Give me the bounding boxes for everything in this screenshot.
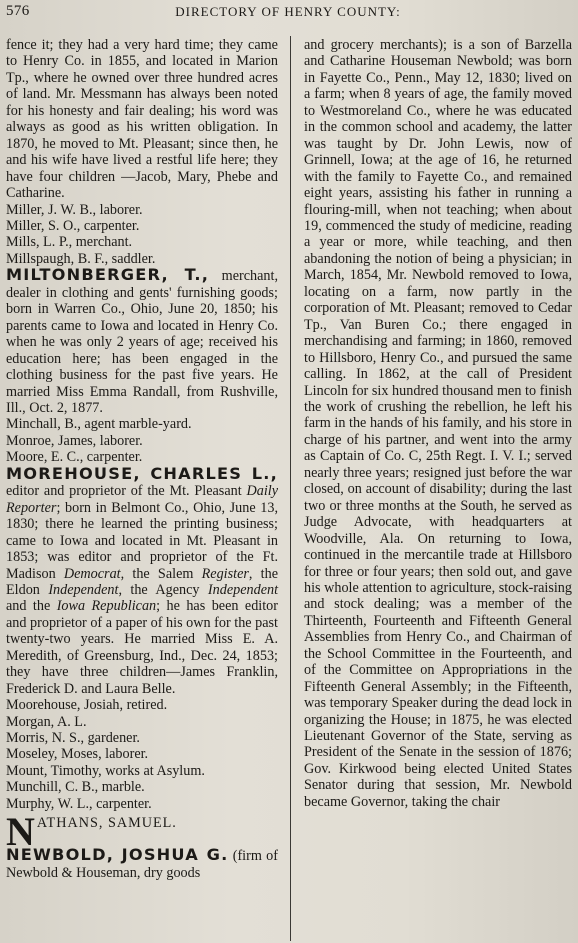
entries-group-a <box>6 202 278 268</box>
directory-entry: Morris, N. S., gardener. <box>6 730 140 747</box>
morehouse-text: , the Eldon <box>6 565 279 598</box>
directory-entry: Moorehouse, Josiah, retired. <box>6 697 168 714</box>
newspaper-title: Iowa Republican <box>56 598 157 615</box>
miltonberger-text: merchant, dealer in clothing and gents' furnishing goods; born in Warren Co., Ohio, June 20, 1850; his parents came to Iowa and located in Henry Co. when he was only 2 years of age; received his education here; has been engaged in the clothing business for the past five years. He married Miss Emma Randall, from Rushville, Ill., Oct. 2, 1877. <box>6 268 278 416</box>
newbold-bio-start <box>6 847 278 881</box>
right-column <box>304 37 572 810</box>
page-number: 576 <box>6 3 30 19</box>
directory-entry: Morgan, A. L. <box>6 713 87 730</box>
drop-cap: N <box>6 809 35 855</box>
morehouse-text: editor and proprietor of the Mt. Pleasant <box>6 483 242 500</box>
nathans-name: ATHANS, SAMUEL. <box>36 815 177 832</box>
directory-entry: Monroe, James, laborer. <box>6 432 143 449</box>
morehouse-text: , the Agency <box>118 581 200 598</box>
directory-entry: Millspaugh, B. F., saddler. <box>6 250 156 267</box>
newspaper-title: Daily Reporter <box>6 483 279 516</box>
left-column <box>6 37 278 881</box>
morehouse-text: , the Salem <box>120 565 194 582</box>
directory-entry: Miller, S. O., carpenter. <box>6 217 140 234</box>
newbold-text: (firm of Newbold & Houseman, dry goods <box>6 848 278 881</box>
newspaper-title: Independent <box>207 581 279 598</box>
directory-entry: Mount, Timothy, works at Asylum. <box>6 762 205 779</box>
page-header <box>4 2 572 22</box>
running-title: DIRECTORY OF HENRY COUNTY: <box>175 4 401 19</box>
miltonberger-name: MILTONBERGER, T., <box>6 265 210 285</box>
messmann-continuation: fence it; they had a very hard time; they came to Henry Co. in 1855, and located in Marion Tp., where he owned over three hundred acres of land. Mr. Messmann has always been noted for his honesty and fair dealing; his word was always as good as his written obligation. In 1870, he moved to Mt. Pleasant; since then, he and his wife have lived a restful life here; they have four children —Jacob, Mary, Phebe and Catharine. <box>6 37 278 202</box>
directory-entry: Minchall, B., agent marble-yard. <box>6 416 192 433</box>
directory-entry: Moore, E. C., carpenter. <box>6 449 143 466</box>
column-divider <box>290 36 291 941</box>
morehouse-text: ; born in Belmont Co., Ohio, June 13, 1830; there he learned the printing business; came to Iowa and located in Mt. Pleasant in 1853; was editor and proprietor of the Ft. Madison <box>6 499 278 582</box>
directory-entry: Mills, L. P., merchant. <box>6 234 133 251</box>
newspaper-title: Register <box>201 565 249 582</box>
morehouse-text: ; he has been editor and proprietor of a paper of his own for the past twenty-two years. He married Miss E. A. Meredith, of Greensburg, Ind., Dec. 24, 1853; they have three children—James Franklin, Frederick D. and Laura Belle. <box>6 598 279 697</box>
miltonberger-bio <box>6 267 278 416</box>
directory-entry: Munchill, C. B., marble. <box>6 779 145 796</box>
entries-group-b <box>6 416 278 465</box>
directory-entry: Miller, J. W. B., laborer. <box>6 201 143 218</box>
entries-group-c <box>6 697 278 812</box>
morehouse-bio <box>6 463 279 697</box>
morehouse-name: MOREHOUSE, CHARLES L., <box>6 463 278 483</box>
morehouse-text: and the <box>6 598 51 615</box>
directory-entry: Murphy, W. L., carpenter. <box>6 795 152 812</box>
newbold-name: NEWBOLD, JOSHUA G. <box>6 845 229 865</box>
newspaper-title: Democrat <box>63 565 121 582</box>
newspaper-title: Independent <box>48 581 119 598</box>
directory-entry: Moseley, Moses, laborer. <box>6 746 149 763</box>
newbold-bio-continued: and grocery merchants); is a son of Barzella and Catharine Houseman Newbold; was born in Fayette Co., Penn., May 12, 1830; lived on a farm; when 8 years of age, the family moved to Westmoreland Co., where he was educated in the common school and academy, the latter was taught by Dr. John Lewis, now of Grinnell, Iowa; at the age of 16, he returned with the family to Fayette Co., and remained eight years, assisting his father in running a flouring-mill, when not teaching; when about 19, commenced the study of medicine, reading a year or more, while teaching, and then abandoning the notion of being a physician; in March, 1854, Mr. Newbold removed to Iowa, locating on a farm, now partly in the corporation of Mt. Pleasant; removed to Cedar Tp., Van Buren Co.; there engaged in merchandising and farming; in 1860, removed to Hillsboro, Henry Co., and pursued the same calling. In 1862, at the call of President Lincoln for six hundred thousand men to finish the work of crushing the rebellion, he left his farm in the hands of his family, and his store in charge of his partner, and went into the army as Captain of Co. C, 25th Regt. I. V. I.; served nearly three years; resigned just before the war closed, on account of disability; during the last two or three months at the South, he served as Judge Advocate, with headquarters at Woodville, Ala. On returning to Iowa, continued in the mercantile trade at Hillsboro for three or four years; then sold out, and gave his whole attention to agriculture, stock-raising and stock dealing; was a member of the Thirteenth, Fourteenth and Fifteenth General Assemblies from Henry Co., and Chairman of the School Committee in the Fourteenth, and of the Committee on Appropriations in the Fifteenth General Assembly; in the Fifteenth, was temporary Speaker during the dead lock in organizing the House; in 1875, he was elected Lieutenant Governor of the State, serving as President of the Senate in the session of 1876; Gov. Kirkwood being elected United States Senator during that session, Mr. Newbold became Governor, taking the chair <box>304 37 572 810</box>
